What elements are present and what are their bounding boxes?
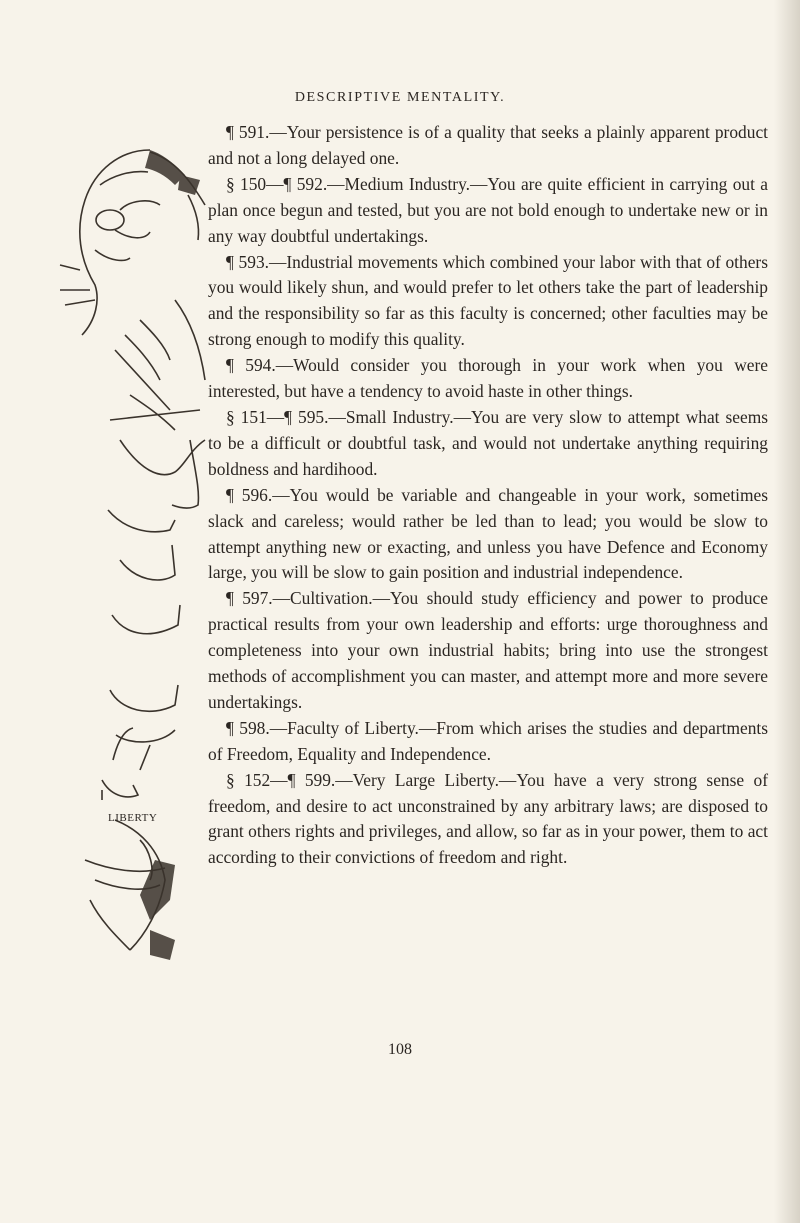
body-text [208,120,768,871]
page-number: 108 [388,1041,412,1058]
page-edge-shadow [774,0,800,1223]
liberty-margin-label: LIBERTY [108,812,158,824]
running-head: DESCRIPTIVE MENTALITY. [294,90,506,105]
paragraph-595: § 151—¶ 595.—Small Industry.—You are very slow to attempt what seems to be a difficult or doubtful task, and would not undertake anything requiring boldness and hardihood. [208,406,768,479]
paragraph-594: ¶ 594.—Would consider you thorough in your work when you were interested, but have a tendency to avoid haste in other things. [208,355,768,402]
paragraph-596: ¶ 596.—You would be variable and changeable in your work, sometimes slack and careless; would rather be led than to lead; you would be slow to attempt anything new or exacting, and unless you have Defence and Economy large, you will be slow to gain position and industrial independence. [208,484,768,583]
phrenology-head-illustration [0,0,230,1010]
paragraph-593: ¶ 593.—Industrial movements which combined your labor with that of others you would likely shun, and would prefer to let others take the part of leadership and the responsibility so far as this faculty is concerned; other faculties may be strong enough to modify this quality. [208,251,768,350]
paragraph-597: ¶ 597.—Cultivation.—You should study efficiency and power to produce practical results from your own leadership and efforts: urge thoroughness and completeness into your own industrial habits; bring into use the strongest methods of accomplishment you can master, and attempt more and more severe undertakings. [208,588,768,712]
paragraph-592: § 150—¶ 592.—Medium Industry.—You are quite efficient in carrying out a plan once begun and tested, but you are not bold enough to undertake new or in any way doubtful undertakings. [208,173,768,246]
paragraph-591: ¶ 591.—Your persistence is of a quality that seeks a plainly apparent product and not a long delayed one. [208,122,768,168]
paragraph-599: § 152—¶ 599.—Very Large Liberty.—You have a very strong sense of freedom, and desire to act unconstrained by any arbitrary laws; are disposed to grant others rights and privileges, and allow, so far as in your power, them to act according to their convictions of freedom and right. [208,769,768,868]
paragraph-598: ¶ 598.—Faculty of Liberty.—From which arises the studies and departments of Freedom, Equality and Independence. [208,717,768,764]
